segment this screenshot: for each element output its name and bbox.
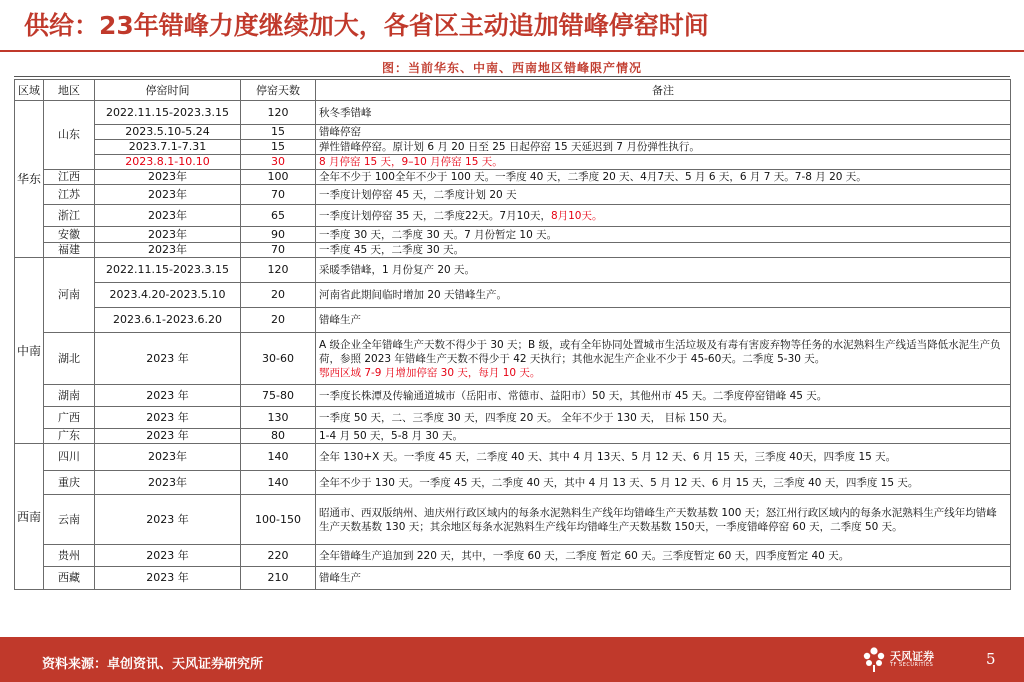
table-row bbox=[15, 333, 1011, 385]
note-cell: 1-4 月 50 天，5-8 月 30 天。 bbox=[316, 429, 1011, 444]
table-row bbox=[15, 155, 1011, 170]
area-cell: 西藏 bbox=[44, 567, 95, 590]
area-cell: 广西 bbox=[44, 407, 95, 429]
region-cell: 西南 bbox=[15, 444, 44, 590]
region-cell: 中南 bbox=[15, 258, 44, 444]
days-cell: 100 bbox=[241, 170, 316, 185]
area-cell: 安徽 bbox=[44, 227, 95, 243]
area-cell: 山东 bbox=[44, 101, 95, 170]
time-cell: 2023 年 bbox=[95, 333, 241, 385]
header-time: 停窑时间 bbox=[95, 80, 241, 101]
header-days: 停窑天数 bbox=[241, 80, 316, 101]
note-cell: 错峰停窑 bbox=[316, 125, 1011, 140]
note-cell: 一季度 30 天，二季度 30 天。7 月份暂定 10 天。 bbox=[316, 227, 1011, 243]
area-cell: 江西 bbox=[44, 170, 95, 185]
days-cell: 70 bbox=[241, 243, 316, 258]
days-cell: 15 bbox=[241, 140, 316, 155]
table-row bbox=[15, 101, 1011, 125]
area-cell: 湖北 bbox=[44, 333, 95, 385]
note-cell bbox=[316, 333, 1011, 385]
time-cell: 2023 年 bbox=[95, 429, 241, 444]
note-cell: 一季度长株潭及传输通道城市（岳阳市、常德市、益阳市）50 天，其他州市 45 天。二季度停窑错峰 45 天。 bbox=[316, 385, 1011, 407]
days-cell: 120 bbox=[241, 258, 316, 283]
note-cell: 一季度 45 天，二季度 30 天。 bbox=[316, 243, 1011, 258]
table-row bbox=[15, 385, 1011, 407]
days-cell: 30-60 bbox=[241, 333, 316, 385]
table-header-row bbox=[15, 80, 1011, 101]
note-cell: 全年 130+X 天。一季度 45 天，二季度 40 天、其中 4 月 13天、5 月 12 天、6 月 15 天，三季度 40天，四季度 15 天。 bbox=[316, 444, 1011, 471]
source-note: 资料来源：卓创资讯、天风证券研究所 bbox=[42, 657, 264, 672]
time-cell: 2023.5.10-5.24 bbox=[95, 125, 241, 140]
area-cell: 浙江 bbox=[44, 205, 95, 227]
area-cell: 湖南 bbox=[44, 385, 95, 407]
days-cell: 30 bbox=[241, 155, 316, 170]
table-row bbox=[15, 444, 1011, 471]
note-cell: 一季度计划停窑 45 天，二季度计划 20 天 bbox=[316, 185, 1011, 205]
days-cell: 20 bbox=[241, 283, 316, 308]
note-cell: 弹性错峰停窑。原计划 6 月 20 日至 25 日起停窑 15 天延迟到 7 月份弹性执行。 bbox=[316, 140, 1011, 155]
time-cell: 2023 年 bbox=[95, 385, 241, 407]
area-cell: 广东 bbox=[44, 429, 95, 444]
time-cell: 2023 年 bbox=[95, 407, 241, 429]
area-cell: 重庆 bbox=[44, 471, 95, 495]
days-cell: 210 bbox=[241, 567, 316, 590]
time-cell: 2022.11.15-2023.3.15 bbox=[95, 101, 241, 125]
area-cell: 福建 bbox=[44, 243, 95, 258]
figure-caption: 图：当前华东、中南、西南地区错峰限产情况 bbox=[381, 61, 642, 75]
note-text: A 级企业全年错峰生产天数不得少于 30 天；B 级，或有全年协同处置城市生活垃圾及有毒有害废弃物等任务的水泥熟料生产线适当降低水泥生产负荷，参照 2023 年错峰生产天数不得少于 42 天执行；其他水泥生产企业不少于 45-60天。二季度 5-30 天。 bbox=[319, 338, 1001, 365]
area-cell: 云南 bbox=[44, 495, 95, 545]
time-cell: 2023年 bbox=[95, 170, 241, 185]
time-cell: 2023.8.1-10.10 bbox=[95, 155, 241, 170]
days-cell: 100-150 bbox=[241, 495, 316, 545]
time-cell: 2023年 bbox=[95, 471, 241, 495]
company-logo bbox=[862, 645, 972, 675]
table-row bbox=[15, 185, 1011, 205]
time-cell: 2023年 bbox=[95, 227, 241, 243]
days-cell: 65 bbox=[241, 205, 316, 227]
table-row bbox=[15, 567, 1011, 590]
note-cell: 采暖季错峰，1 月份复产 20 天。 bbox=[316, 258, 1011, 283]
table-row bbox=[15, 140, 1011, 155]
note-cell: 昭通市、西双版纳州、迪庆州行政区域内的每条水泥熟料生产线年均错峰生产天数基数 100 天；怒江州行政区域内的每条水泥熟料生产线年均错峰生产天数基数 130 天；其余地区每条水泥熟料生产线年均错峰生产天数基数 150天，一季度错峰停窑 60 天，二季度 50 天。 bbox=[316, 495, 1011, 545]
note-cell: 一季度 50 天，二、三季度 30 天，四季度 20 天。 全年不少于 130 天， 目标 150 天。 bbox=[316, 407, 1011, 429]
header-region: 区域 bbox=[15, 80, 44, 101]
time-cell: 2023 年 bbox=[95, 545, 241, 567]
page-number: 5 bbox=[986, 650, 996, 668]
table-row bbox=[15, 545, 1011, 567]
note-cell: 错峰生产 bbox=[316, 308, 1011, 333]
days-cell: 120 bbox=[241, 101, 316, 125]
time-cell: 2023年 bbox=[95, 185, 241, 205]
page-title: 供给：23年错峰力度继续加大，各省区主动追加错峰停窑时间 bbox=[24, 11, 709, 40]
time-cell: 2023.4.20-2023.5.10 bbox=[95, 283, 241, 308]
note-cell: 秋冬季错峰 bbox=[316, 101, 1011, 125]
time-cell: 2023年 bbox=[95, 243, 241, 258]
table-row bbox=[15, 205, 1011, 227]
note-cell: 全年不少于 130 天。一季度 45 天，二季度 40 天，其中 4 月 13 天、5 月 12 天、6 月 15 天，三季度 40 天，四季度 15 天。 bbox=[316, 471, 1011, 495]
time-cell: 2023年 bbox=[95, 205, 241, 227]
table-row bbox=[15, 283, 1011, 308]
logo-subtext: TF SECURITIES bbox=[890, 662, 934, 668]
area-cell: 河南 bbox=[44, 258, 95, 333]
note-cell bbox=[316, 205, 1011, 227]
caption-divider bbox=[14, 76, 1010, 77]
area-cell: 四川 bbox=[44, 444, 95, 471]
note-highlight: 8月10天。 bbox=[550, 209, 603, 222]
time-cell: 2023 年 bbox=[95, 567, 241, 590]
days-cell: 20 bbox=[241, 308, 316, 333]
title-divider bbox=[0, 50, 1024, 52]
table-row bbox=[15, 429, 1011, 444]
days-cell: 140 bbox=[241, 444, 316, 471]
header-area: 地区 bbox=[44, 80, 95, 101]
header-note: 备注 bbox=[316, 80, 1011, 101]
table-row bbox=[15, 227, 1011, 243]
days-cell: 140 bbox=[241, 471, 316, 495]
note-cell: 河南省此期间临时增加 20 天错峰生产。 bbox=[316, 283, 1011, 308]
time-cell: 2023.6.1-2023.6.20 bbox=[95, 308, 241, 333]
area-cell: 江苏 bbox=[44, 185, 95, 205]
note-text: 一季度计划停窑 35 天，二季度22天。7月10天， bbox=[319, 209, 551, 222]
note-cell: 8 月停窑 15 天，9–10 月停窑 15 天。 bbox=[316, 155, 1011, 170]
table-row bbox=[15, 243, 1011, 258]
days-cell: 220 bbox=[241, 545, 316, 567]
flower-logo-icon bbox=[862, 646, 886, 676]
note-cell: 全年不少于 100全年不少于 100 天。一季度 40 天，二季度 20 天、4月7天、5 月 6 天，6 月 7 天。7-8 月 20 天。 bbox=[316, 170, 1011, 185]
peak-shifting-table bbox=[14, 79, 1011, 590]
logo-text: 天风证券 bbox=[890, 650, 934, 663]
table-row bbox=[15, 258, 1011, 283]
note-cell: 全年错峰生产追加到 220 天，其中，一季度 60 天，二季度 暂定 60 天。三季度暂定 60 天，四季度暂定 40 天。 bbox=[316, 545, 1011, 567]
days-cell: 75-80 bbox=[241, 385, 316, 407]
table-row bbox=[15, 407, 1011, 429]
time-cell: 2023 年 bbox=[95, 495, 241, 545]
time-cell: 2023年 bbox=[95, 444, 241, 471]
days-cell: 15 bbox=[241, 125, 316, 140]
table-row bbox=[15, 170, 1011, 185]
days-cell: 70 bbox=[241, 185, 316, 205]
area-cell: 贵州 bbox=[44, 545, 95, 567]
days-cell: 80 bbox=[241, 429, 316, 444]
table-row bbox=[15, 495, 1011, 545]
table-row bbox=[15, 308, 1011, 333]
time-cell: 2022.11.15-2023.3.15 bbox=[95, 258, 241, 283]
days-cell: 130 bbox=[241, 407, 316, 429]
table-row bbox=[15, 471, 1011, 495]
table-row bbox=[15, 125, 1011, 140]
note-highlight: 鄂西区域 7-9 月增加停窑 30 天，每月 10 天。 bbox=[319, 366, 541, 379]
days-cell: 90 bbox=[241, 227, 316, 243]
note-cell: 错峰生产 bbox=[316, 567, 1011, 590]
time-cell: 2023.7.1-7.31 bbox=[95, 140, 241, 155]
region-cell: 华东 bbox=[15, 101, 44, 258]
